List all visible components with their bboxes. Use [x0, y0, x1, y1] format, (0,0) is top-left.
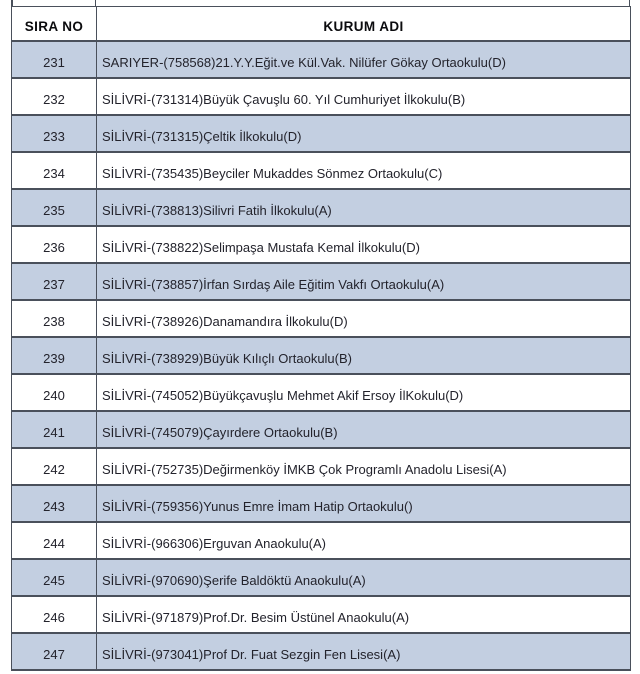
table-row: [12, 152, 631, 189]
sira-no-cell: 246: [12, 596, 97, 633]
kurum-adi-cell: SİLİVRİ-(971879)Prof.Dr. Besim Üstünel Anaokulu(A): [97, 596, 631, 633]
sira-no-cell: 235: [12, 189, 97, 226]
kurum-adi-cell: SİLİVRİ-(745079)Çayırdere Ortaokulu(B): [97, 411, 631, 448]
table-row: [12, 374, 631, 411]
sira-no-cell: 232: [12, 78, 97, 115]
kurum-adi-cell: SİLİVRİ-(738926)Danamandıra İlkokulu(D): [97, 300, 631, 337]
sira-no-cell: 236: [12, 226, 97, 263]
table-row: [12, 115, 631, 152]
sira-no-cell: 247: [12, 633, 97, 670]
kurum-adi-cell: SİLİVRİ-(738813)Silivri Fatih İlkokulu(A): [97, 189, 631, 226]
kurum-adi-cell: SİLİVRİ-(966306)Erguvan Anaokulu(A): [97, 522, 631, 559]
kurum-adi-cell: SARIYER-(758568)21.Y.Y.Eğit.ve Kül.Vak. Nilüfer Gökay Ortaokulu(D): [97, 41, 631, 78]
header-row: [12, 7, 631, 41]
table-row: [12, 337, 631, 374]
sira-no-cell: 238: [12, 300, 97, 337]
column-header-sira-no: SIRA NO: [12, 7, 97, 41]
table-row: [12, 448, 631, 485]
sira-no-cell: 243: [12, 485, 97, 522]
sira-no-cell: 239: [12, 337, 97, 374]
table-row: [12, 226, 631, 263]
kurum-adi-cell: SİLİVRİ-(745052)Büyükçavuşlu Mehmet Akif Ersoy İlKokulu(D): [97, 374, 631, 411]
table-header: [12, 7, 631, 41]
kurum-adi-cell: SİLİVRİ-(738929)Büyük Kılıçlı Ortaokulu(B): [97, 337, 631, 374]
table-row: [12, 300, 631, 337]
sira-no-cell: 234: [12, 152, 97, 189]
kurum-adi-cell: SİLİVRİ-(731315)Çeltik İlkokulu(D): [97, 115, 631, 152]
table-row: [12, 189, 631, 226]
kurum-adi-cell: SİLİVRİ-(759356)Yunus Emre İmam Hatip Ortaokulu(): [97, 485, 631, 522]
sira-no-cell: 231: [12, 41, 97, 78]
sira-no-cell: 242: [12, 448, 97, 485]
column-header-kurum-adi: KURUM ADI: [97, 7, 631, 41]
kurum-adi-cell: SİLİVRİ-(738822)Selimpaşa Mustafa Kemal İlkokulu(D): [97, 226, 631, 263]
table-row: [12, 522, 631, 559]
table-row: [12, 41, 631, 78]
sira-no-cell: 244: [12, 522, 97, 559]
kurum-adi-cell: SİLİVRİ-(973041)Prof Dr. Fuat Sezgin Fen Lisesi(A): [97, 633, 631, 670]
table-row: [12, 411, 631, 448]
table-row: [12, 559, 631, 596]
table-row: [12, 78, 631, 115]
sira-no-cell: 233: [12, 115, 97, 152]
kurum-adi-cell: SİLİVRİ-(738857)İrfan Sırdaş Aile Eğitim Vakfı Ortaokulu(A): [97, 263, 631, 300]
kurum-adi-cell: SİLİVRİ-(731314)Büyük Çavuşlu 60. Yıl Cumhuriyet İlkokulu(B): [97, 78, 631, 115]
kurum-adi-cell: SİLİVRİ-(752735)Değirmenköy İMKB Çok Programlı Anadolu Lisesi(A): [97, 448, 631, 485]
kurum-adi-cell: SİLİVRİ-(970690)Şerife Baldöktü Anaokulu(A): [97, 559, 631, 596]
table-body: [12, 41, 631, 670]
sira-no-cell: 240: [12, 374, 97, 411]
table-row: [12, 263, 631, 300]
sira-no-cell: 237: [12, 263, 97, 300]
table-row: [12, 485, 631, 522]
school-table: [11, 6, 631, 671]
table-row: [12, 596, 631, 633]
sira-no-cell: 241: [12, 411, 97, 448]
sira-no-cell: 245: [12, 559, 97, 596]
table-row: [12, 633, 631, 670]
kurum-adi-cell: SİLİVRİ-(735435)Beyciler Mukaddes Sönmez Ortaokulu(C): [97, 152, 631, 189]
